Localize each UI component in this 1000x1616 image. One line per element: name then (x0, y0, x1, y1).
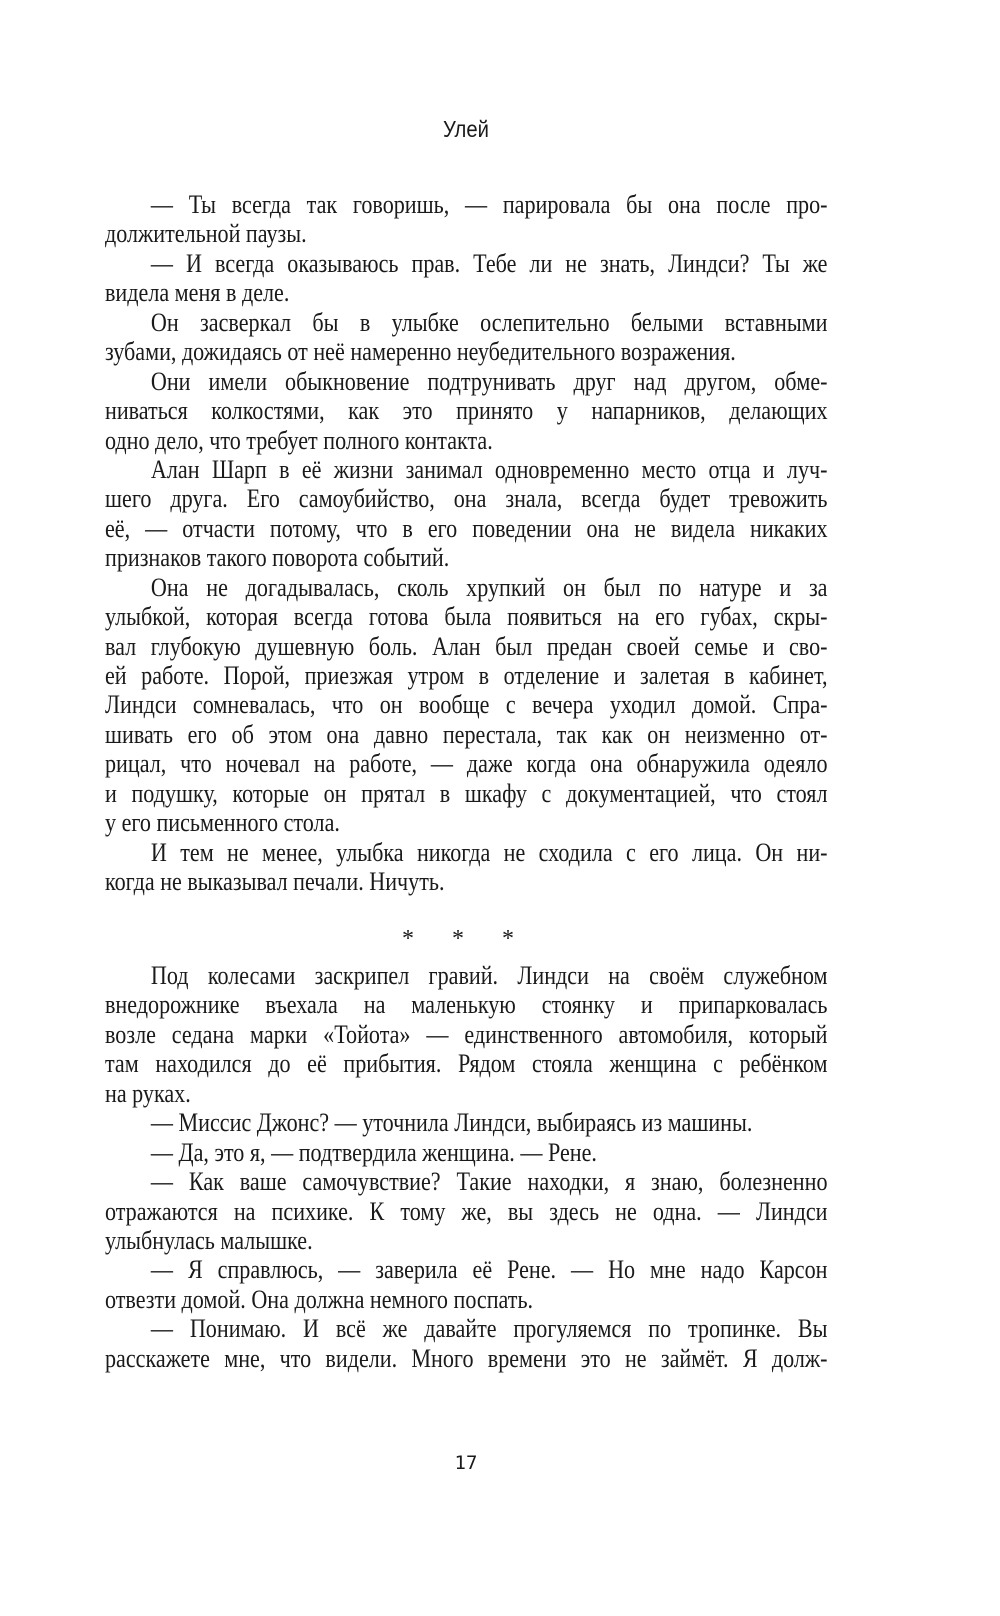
section-separator: * * * (402, 926, 530, 952)
text-section-2 (105, 961, 828, 1373)
text-line: Линдси сомневалась, что он вообще с вечера уходил домой. Спра- (105, 690, 828, 720)
text-line: видела меня в деле. (105, 278, 290, 308)
text-line: вал глубокую душевную боль. Алан был предан своей семье и сво- (105, 631, 828, 661)
text-line: признаков такого поворота событий. (105, 543, 450, 573)
text-line: шивать его об этом она давно перестала, так как он неизменно от- (105, 719, 828, 749)
text-line: улыбкой, которая всегда готова была появиться на его губах, скры- (105, 602, 828, 632)
text-line: внедорожнике въехала на маленькую стоянку и припарковалась (105, 990, 828, 1020)
text-line: на руках. (105, 1078, 191, 1108)
text-section-1 (105, 190, 828, 897)
text-line: когда не выказывал печали. Ничуть. (105, 867, 445, 897)
text-line: её, — отчасти потому, что в его поведении она не видела никаких (105, 513, 828, 543)
text-line: ей работе. Порой, приезжая утром в отделение и залетая в кабинет, (105, 661, 828, 690)
text-line: — Я справлюсь, — заверила её Рене. — Но мне надо Карсон (150, 1255, 828, 1285)
text-line: ниваться колкостями, как это принято у напарников, делающих (105, 396, 828, 426)
text-line: улыбнулась малышке. (105, 1225, 313, 1255)
text-line: у его письменного стола. (105, 808, 340, 838)
text-line: одно дело, что требует полного контакта. (105, 425, 493, 455)
text-line: Алан Шарп в её жизни занимал одновременно место отца и луч- (150, 454, 828, 484)
running-header: Улей (443, 116, 489, 142)
text-line: рицал, что ночевал на работе, — даже когда она обнаружила одеяло (105, 749, 828, 779)
text-line: шего друга. Его самоубийство, она знала, всегда будет тревожить (105, 484, 828, 514)
text-line: — И всегда оказываюсь прав. Тебе ли не знать, Линдси? Ты же (150, 248, 828, 278)
text-line: — Понимаю. И всё же давайте прогуляемся по тропинке. Вы (150, 1314, 828, 1344)
text-line: — Ты всегда так говоришь, — парировала бы она после про- (150, 190, 828, 219)
text-line: зубами, дожидаясь от неё намеренно неубедительного возражения. (105, 337, 736, 367)
text-line: возле седана марки «Тойота» — единственного автомобиля, который (105, 1019, 828, 1049)
page-number: 17 (454, 1452, 478, 1474)
text-line: Они имели обыкновение подтрунивать друг над другом, обме- (150, 366, 828, 396)
text-line: расскажете мне, что видели. Много времени это не займёт. Я долж- (105, 1343, 828, 1373)
text-line: там находился до её прибытия. Рядом стояла женщина с ребёнком (105, 1049, 828, 1079)
text-line: должительной паузы. (105, 219, 307, 249)
text-line: Он засверкал бы в улыбке ослепительно белыми вставными (150, 307, 828, 337)
text-line: и подушку, которые он прятал в шкафу с документацией, что стоял (105, 778, 828, 808)
text-line: отражаются на психике. К тому же, вы здесь не одна. — Линдси (105, 1196, 828, 1226)
text-line: — Да, это я, — подтвердила женщина. — Рене. (150, 1137, 597, 1167)
text-line: — Миссис Джонс? — уточнила Линдси, выбираясь из машины. (150, 1108, 753, 1138)
text-line: — Как ваше самочувствие? Такие находки, я знаю, болезненно (150, 1167, 828, 1197)
text-line: Под колесами заскрипел гравий. Линдси на своём служебном (150, 961, 828, 990)
text-line: отвезти домой. Она должна немного поспать. (105, 1284, 534, 1314)
text-line: Она не догадывалась, сколь хрупкий он был по натуре и за (150, 572, 828, 602)
text-line: И тем не менее, улыбка никогда не сходила с его лица. Он ни- (150, 837, 828, 867)
